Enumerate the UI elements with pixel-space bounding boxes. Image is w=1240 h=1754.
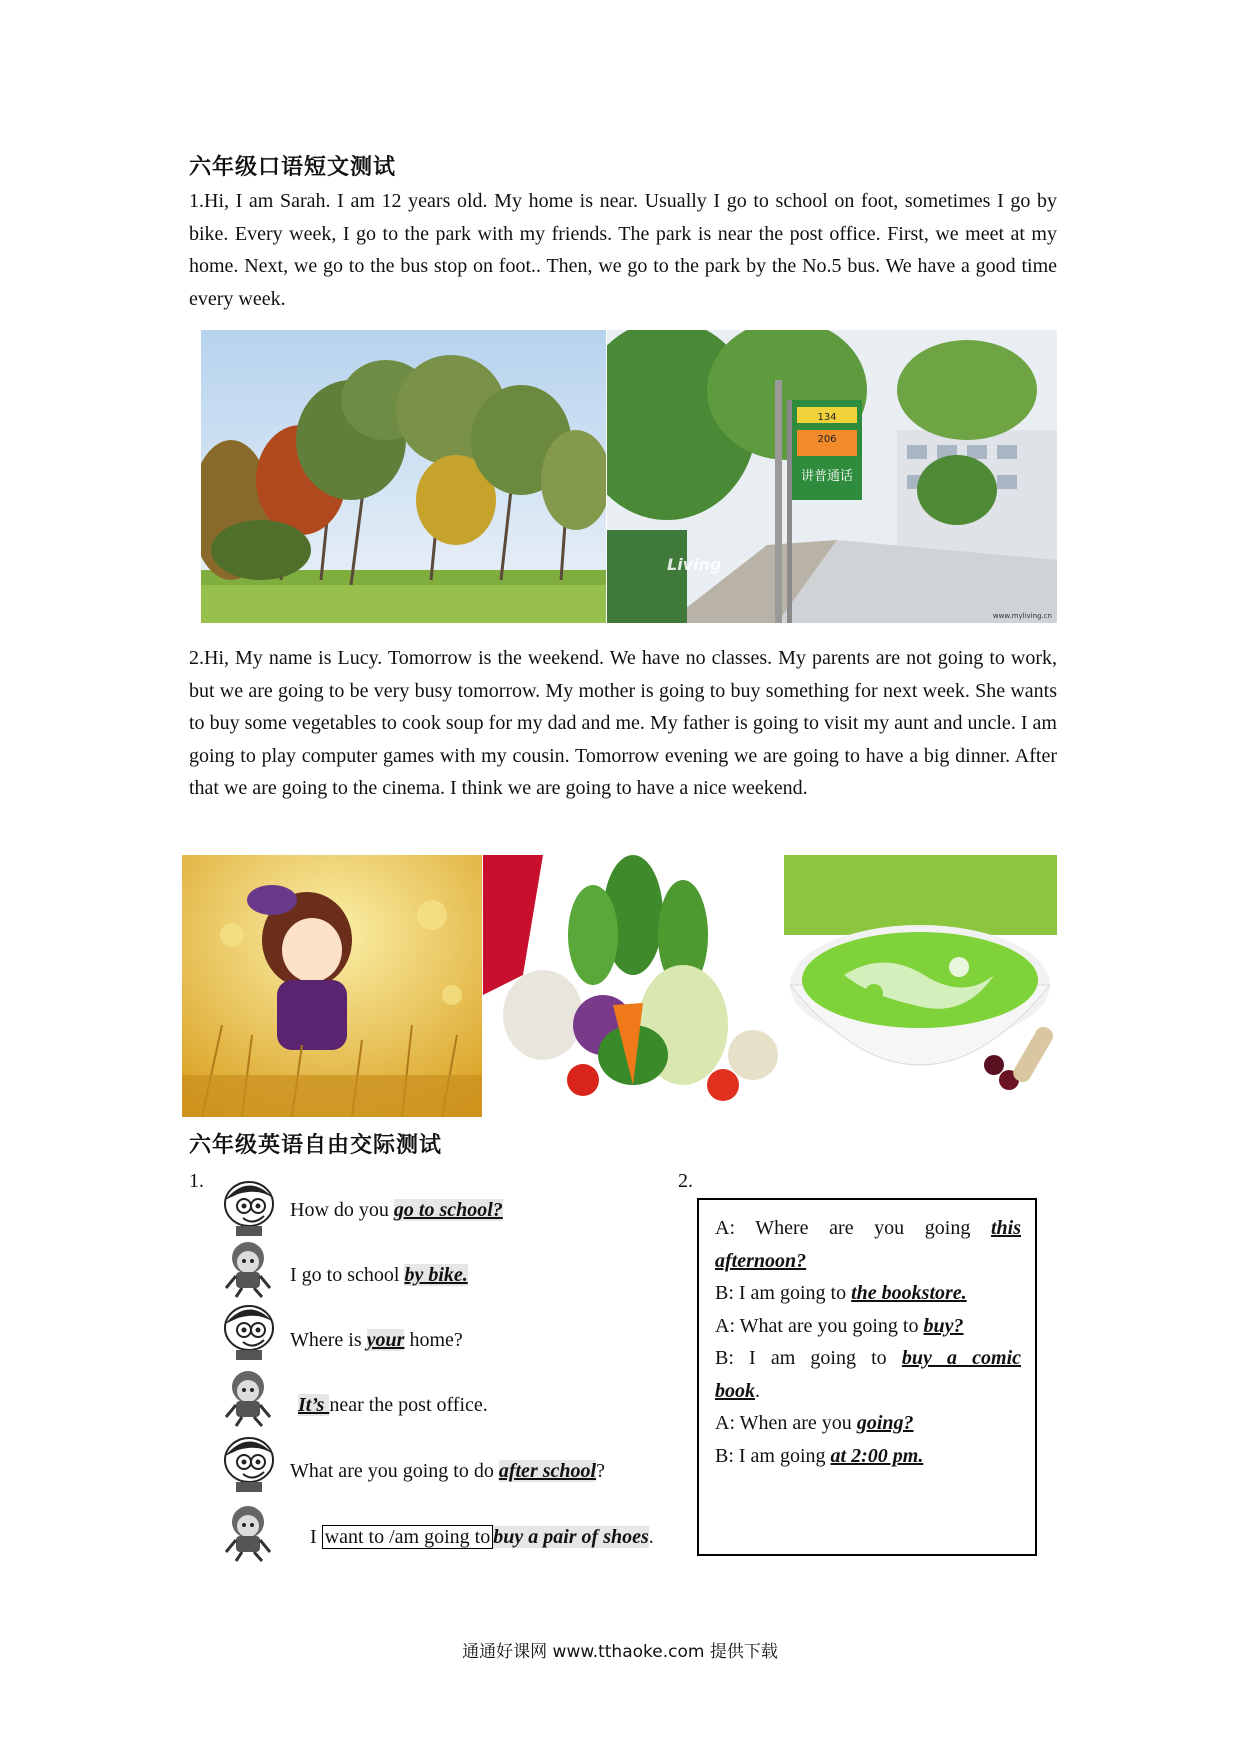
speaker-a-text: A: When are you — [715, 1412, 857, 1434]
reply-text: I — [310, 1526, 322, 1548]
answer-text: by bike. — [404, 1264, 468, 1286]
dialog2-line-1b — [715, 1245, 1021, 1278]
speaker-b-text-end: . — [755, 1379, 760, 1402]
speaker-b-text: B: I am going — [715, 1444, 831, 1467]
answer-text: afternoon? — [715, 1249, 807, 1272]
dialog1-line-4 — [298, 1394, 488, 1417]
dialog1-line-6 — [310, 1526, 654, 1549]
dialog1-line-2 — [290, 1264, 468, 1287]
photo-credit: www.myliving.cn — [992, 612, 1052, 620]
dialog1-number: 1. — [189, 1170, 204, 1192]
girl-cartoon-icon — [218, 1365, 280, 1427]
answer-text: at 2:00 pm. — [830, 1444, 924, 1467]
dialog2-line-1a — [715, 1212, 1021, 1245]
dialog2-line-4a — [715, 1342, 1021, 1375]
section-title-oral: 六年级口语短文测试 — [189, 155, 397, 180]
boy-cartoon-icon — [218, 1176, 280, 1238]
bus-route-number-2: 206 — [817, 434, 837, 445]
passage-lucy: 2.Hi, My name is Lucy. Tomorrow is the weekend. We have no classes. My parents are not going to work, but we are going to be very busy tomorrow. My mother is going to buy something for next week. She wants to buy some vegetables to cook soup for my dad and me. My father is going to visit my aunt and uncle. I am going to play computer games with my cousin. Tomorrow evening we are going to have a big dinner. After that we are going to the cinema. I think we are going to have a nice weekend. — [189, 647, 1057, 799]
answer-text: your — [366, 1329, 405, 1351]
question-text: How do you — [290, 1199, 394, 1221]
reply-text-end: . — [648, 1526, 654, 1548]
speaker-b-text: B: I am going to — [715, 1347, 902, 1369]
dialog1-line-3 — [290, 1329, 463, 1352]
speaker-b-text: B: I am going to — [715, 1282, 852, 1304]
passage-sarah: 1.Hi, I am Sarah. I am 12 years old. My home is near. Usually I go to school on foot, sometimes I go by bike. Every week, I go to the park with my friends. The park is near the post office. First, we meet at my home. Next, we go to the bus stop on foot.. Then, we go to the park by the No.5 bus. We have a good time every week. — [189, 190, 1057, 310]
dialog2-line-6 — [715, 1440, 1021, 1473]
question-text-end: ? — [596, 1460, 605, 1482]
dialog2-line-2 — [715, 1277, 1021, 1310]
dialog2-line-4b — [715, 1375, 1021, 1408]
soup-bowl-photo — [784, 855, 1057, 1117]
bus-stop-photo — [607, 330, 1057, 623]
dialog1-line-1 — [290, 1199, 503, 1222]
dialog2-line-3 — [715, 1310, 1021, 1343]
dialog1-line-5 — [290, 1460, 605, 1483]
dialog2-box — [697, 1198, 1037, 1556]
bus-sign-slogan: 讲普通话 — [800, 469, 854, 484]
reply-text: I go to school — [290, 1264, 405, 1286]
bus-route-number-1: 134 — [817, 412, 837, 423]
answer-text: going? — [856, 1412, 914, 1434]
question-text-end: home? — [404, 1329, 463, 1351]
answer-text: It’s — [298, 1394, 330, 1416]
answer-text: the bookstore. — [851, 1282, 967, 1304]
boy-cartoon-icon — [218, 1432, 280, 1494]
question-text: What are you going to do — [290, 1460, 499, 1482]
vegetables-photo — [483, 855, 783, 1117]
speaker-a-text: A: Where are you going — [715, 1217, 991, 1239]
dialog2-line-5 — [715, 1407, 1021, 1440]
answer-text: buy a comic — [901, 1347, 1022, 1369]
park-photo — [201, 330, 606, 623]
answer-text: this — [990, 1217, 1021, 1239]
dialog2-number: 2. — [678, 1170, 693, 1192]
girl-field-photo — [182, 855, 482, 1117]
girl-cartoon-icon — [218, 1236, 280, 1298]
photo-watermark: Living — [667, 555, 722, 574]
boy-cartoon-icon — [218, 1300, 280, 1362]
answer-text: buy a pair of shoes — [493, 1526, 649, 1548]
reply-text: near the post office. — [329, 1394, 488, 1416]
answer-text: book — [715, 1379, 755, 1402]
page-footer: 通通好课网 www.tthaoke.com 提供下载 — [462, 1642, 778, 1662]
section-title-communication: 六年级英语自由交际测试 — [189, 1133, 443, 1158]
speaker-a-text: A: What are you going to — [715, 1314, 924, 1337]
girl-cartoon-icon — [218, 1500, 280, 1562]
answer-text: after school — [498, 1460, 597, 1482]
boxed-phrase: want to /am going to — [322, 1525, 494, 1549]
answer-text: buy? — [923, 1314, 964, 1337]
answer-text: go to school? — [393, 1199, 503, 1221]
question-text: Where is — [290, 1329, 367, 1351]
